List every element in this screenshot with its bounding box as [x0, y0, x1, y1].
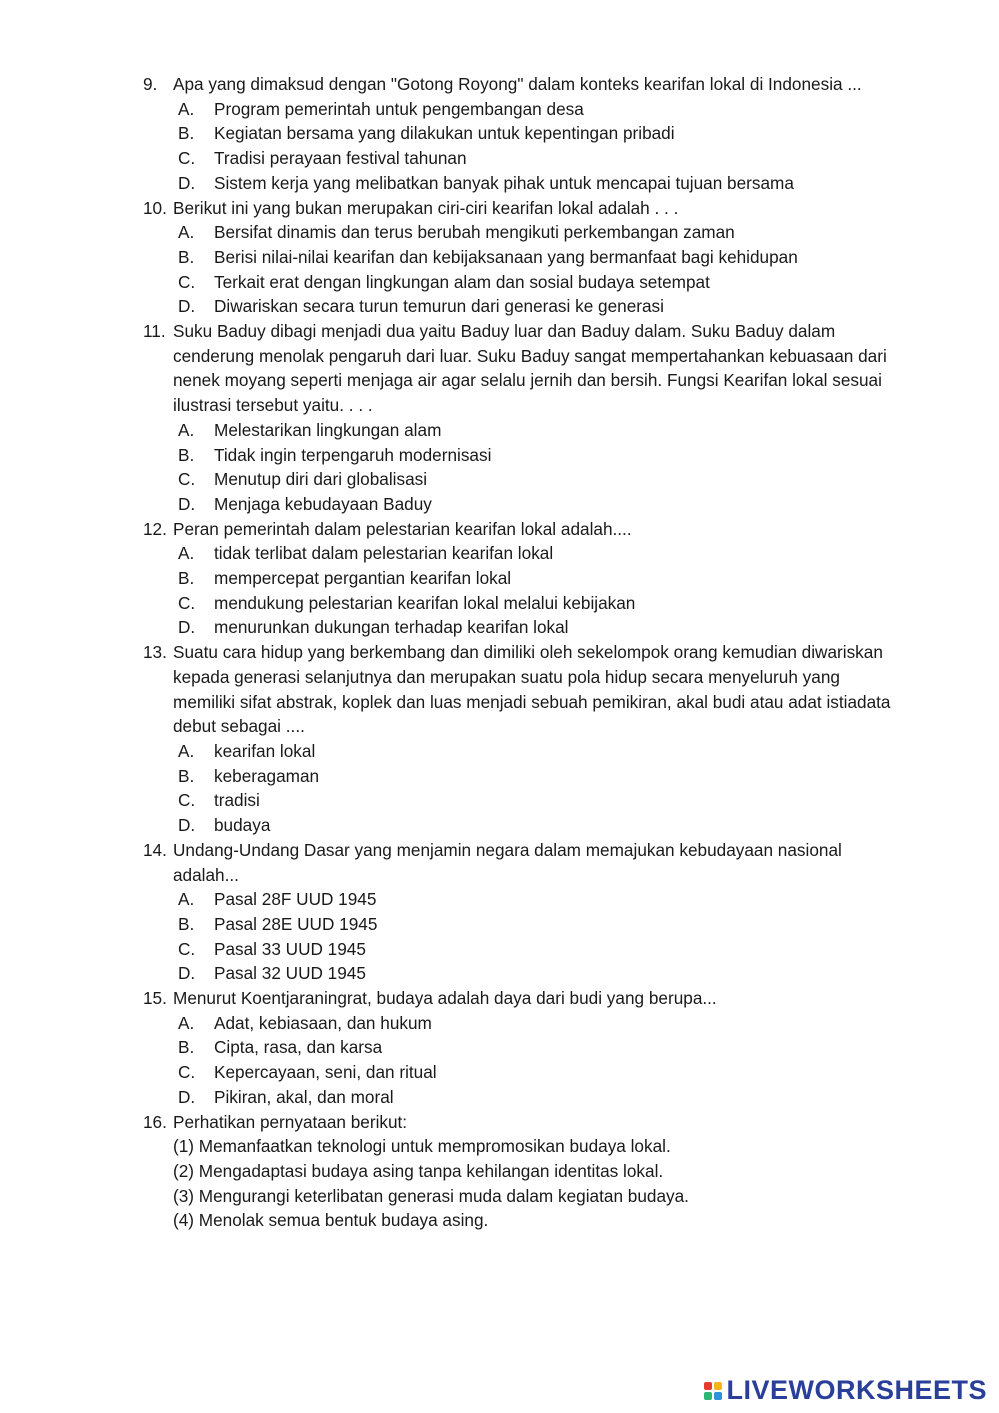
- question-number: 9.: [143, 74, 158, 94]
- option-text: Pasal 32 UUD 1945: [214, 963, 366, 984]
- answer-option[interactable]: [0, 788, 999, 813]
- option-text: Tidak ingin terpengaruh modernisasi: [214, 444, 492, 465]
- liveworksheets-logo-icon: [704, 1382, 722, 1400]
- option-letter: C.: [178, 469, 196, 490]
- option-text: tradisi: [214, 790, 260, 811]
- option-text: Menutup diri dari globalisasi: [214, 469, 428, 490]
- option-text: Pasal 33 UUD 1945: [214, 938, 366, 959]
- question-12: [0, 517, 999, 641]
- answer-option[interactable]: [0, 1035, 999, 1060]
- option-letter: D.: [178, 493, 196, 514]
- question-9: [0, 72, 999, 196]
- answer-option[interactable]: [0, 541, 999, 566]
- option-letter: C.: [178, 148, 196, 169]
- question-13: [0, 640, 999, 838]
- option-letter: A.: [178, 543, 195, 564]
- option-text: menurunkan dukungan terhadap kearifan lokal: [214, 617, 569, 638]
- option-letter: C.: [178, 1062, 196, 1083]
- option-letter: B.: [178, 1037, 195, 1058]
- question-text: Peran pemerintah dalam pelestarian kearifan lokal adalah....: [173, 518, 632, 539]
- option-letter: C.: [178, 271, 196, 292]
- answer-option[interactable]: [0, 492, 999, 517]
- question-number: 11.: [143, 321, 166, 342]
- option-letter: C.: [178, 790, 196, 811]
- question-10: [0, 196, 999, 320]
- answer-option[interactable]: [0, 220, 999, 245]
- answer-option[interactable]: [0, 146, 999, 171]
- question-text: Undang-Undang Dasar yang menjamin negara dalam memajukan kebudayaan nasional adalah...: [173, 839, 842, 885]
- option-letter: D.: [178, 963, 196, 984]
- option-text: Bersifat dinamis dan terus berubah mengikuti perkembangan zaman: [214, 222, 735, 243]
- option-text: Melestarikan lingkungan alam: [214, 419, 442, 440]
- option-letter: B.: [178, 246, 195, 267]
- option-letter: C.: [178, 592, 196, 613]
- option-text: budaya: [214, 815, 271, 836]
- question-number: 13.: [143, 642, 167, 663]
- answer-option[interactable]: [0, 294, 999, 319]
- answer-option[interactable]: [0, 912, 999, 937]
- option-letter: A.: [178, 740, 195, 761]
- logo-square-yellow: [714, 1382, 722, 1390]
- option-letter: D.: [178, 1086, 196, 1107]
- option-letter: D.: [178, 815, 196, 836]
- answer-option[interactable]: [0, 1060, 999, 1085]
- question-stem: [0, 640, 999, 739]
- logo-square-blue: [714, 1392, 722, 1400]
- option-letter: C.: [178, 938, 196, 959]
- question-stem: [0, 838, 999, 887]
- answer-option[interactable]: [0, 245, 999, 270]
- brand-name: LIVEWORKSHEETS: [726, 1375, 987, 1405]
- question-text: Apa yang dimaksud dengan "Gotong Royong" dalam konteks kearifan lokal di Indonesia ...: [173, 74, 862, 94]
- liveworksheets-brand[interactable]: [704, 1377, 987, 1404]
- question-number: 16.: [143, 1111, 167, 1132]
- option-text: Berisi nilai-nilai kearifan dan kebijaksanaan yang bermanfaat bagi kehidupan: [214, 246, 798, 267]
- option-text: Terkait erat dengan lingkungan alam dan sosial budaya setempat: [214, 271, 710, 292]
- option-letter: B.: [178, 123, 195, 144]
- answer-option[interactable]: [0, 739, 999, 764]
- statement-item: (4) Menolak semua bentuk budaya asing.: [173, 1210, 489, 1231]
- question-text: Menurut Koentjaraningrat, budaya adalah daya dari budi yang berupa...: [173, 988, 717, 1009]
- option-letter: D.: [178, 172, 196, 193]
- option-letter: B.: [178, 913, 195, 934]
- option-letter: B.: [178, 765, 195, 786]
- answer-option[interactable]: [0, 1011, 999, 1036]
- statement-item: (3) Mengurangi keterlibatan generasi muda dalam kegiatan budaya.: [173, 1185, 689, 1206]
- statement-item: (2) Mengadaptasi budaya asing tanpa kehilangan identitas lokal.: [173, 1160, 664, 1181]
- logo-square-red: [704, 1382, 712, 1390]
- question-stem: [0, 986, 999, 1011]
- question-text: Perhatikan pernyataan berikut:: [173, 1111, 408, 1132]
- option-letter: D.: [178, 296, 196, 317]
- option-text: Pasal 28F UUD 1945: [214, 889, 377, 910]
- option-letter: A.: [178, 419, 195, 440]
- question-stem: [0, 1110, 999, 1135]
- option-letter: A.: [178, 98, 195, 119]
- option-text: Sistem kerja yang melibatkan banyak pihak untuk mencapai tujuan bersama: [214, 172, 794, 193]
- answer-option[interactable]: [0, 1085, 999, 1110]
- question-15: [0, 986, 999, 1110]
- answer-option[interactable]: [0, 270, 999, 295]
- question-11: [0, 319, 999, 517]
- worksheet: [0, 72, 999, 1233]
- question-stem: [0, 517, 999, 542]
- answer-option[interactable]: [0, 121, 999, 146]
- option-letter: A.: [178, 889, 195, 910]
- answer-option[interactable]: [0, 961, 999, 986]
- option-letter: B.: [178, 568, 195, 589]
- answer-option[interactable]: [0, 937, 999, 962]
- question-number: 12.: [143, 518, 167, 539]
- answer-option[interactable]: [0, 591, 999, 616]
- option-text: Pikiran, akal, dan moral: [214, 1086, 394, 1107]
- question-text: Suku Baduy dibagi menjadi dua yaitu Baduy luar dan Baduy dalam. Suku Baduy dalam cenderung menolak pengaruh dari luar. Suku Baduy sangat mempertahankan kebuasaan dari nenek moyang seperti menjaga air agar selalu jernih dan bersih. Fungsi Kearifan lokal sesuai ilustrasi tersebut yaitu. . . .: [173, 321, 887, 416]
- option-letter: A.: [178, 222, 195, 243]
- question-number: 15.: [143, 988, 167, 1009]
- option-letter: B.: [178, 444, 195, 465]
- question-stem: [0, 196, 999, 221]
- option-text: kearifan lokal: [214, 740, 316, 761]
- option-text: keberagaman: [214, 765, 320, 786]
- option-text: Diwariskan secara turun temurun dari generasi ke generasi: [214, 296, 664, 317]
- option-text: Pasal 28E UUD 1945: [214, 913, 378, 934]
- question-16: [0, 1110, 999, 1234]
- option-text: mendukung pelestarian kearifan lokal melalui kebijakan: [214, 592, 636, 613]
- option-text: Kegiatan bersama yang dilakukan untuk kepentingan pribadi: [214, 123, 675, 144]
- answer-option[interactable]: [0, 418, 999, 443]
- answer-option[interactable]: [0, 97, 999, 122]
- option-text: tidak terlibat dalam pelestarian kearifan lokal: [214, 543, 554, 564]
- answer-option[interactable]: [0, 764, 999, 789]
- option-letter: A.: [178, 1012, 195, 1033]
- answer-option[interactable]: [0, 615, 999, 640]
- option-text: Menjaga kebudayaan Baduy: [214, 493, 432, 514]
- question-14: [0, 838, 999, 986]
- question-text: Berikut ini yang bukan merupakan ciri-ciri kearifan lokal adalah . . .: [173, 197, 679, 218]
- question-stem: [0, 319, 999, 418]
- option-text: Adat, kebiasaan, dan hukum: [214, 1012, 432, 1033]
- answer-option[interactable]: [0, 467, 999, 492]
- option-text: Kepercayaan, seni, dan ritual: [214, 1062, 437, 1083]
- option-text: Tradisi perayaan festival tahunan: [214, 148, 467, 169]
- option-text: Cipta, rasa, dan karsa: [214, 1037, 383, 1058]
- statement-item: (1) Memanfaatkan teknologi untuk mempromosikan budaya lokal.: [173, 1136, 671, 1157]
- answer-option[interactable]: [0, 887, 999, 912]
- option-letter: D.: [178, 617, 196, 638]
- question-number: 14.: [143, 839, 167, 860]
- logo-square-green: [704, 1392, 712, 1400]
- option-text: Program pemerintah untuk pengembangan desa: [214, 98, 584, 119]
- answer-option[interactable]: [0, 566, 999, 591]
- option-text: mempercepat pergantian kearifan lokal: [214, 568, 512, 589]
- question-number: 10.: [143, 197, 167, 218]
- answer-option[interactable]: [0, 171, 999, 196]
- answer-option[interactable]: [0, 813, 999, 838]
- question-text: Suatu cara hidup yang berkembang dan dimiliki oleh sekelompok orang kemudian diwariskan kepada generasi selanjutnya dan merupakan suatu pola hidup secara menyeluruh yang memiliki sifat abstrak, koplek dan luas menjadi sebuah pemikiran, akal budi atau adat istiadata debut sebagai ....: [173, 642, 891, 737]
- question-stem: [0, 72, 999, 97]
- answer-option[interactable]: [0, 443, 999, 468]
